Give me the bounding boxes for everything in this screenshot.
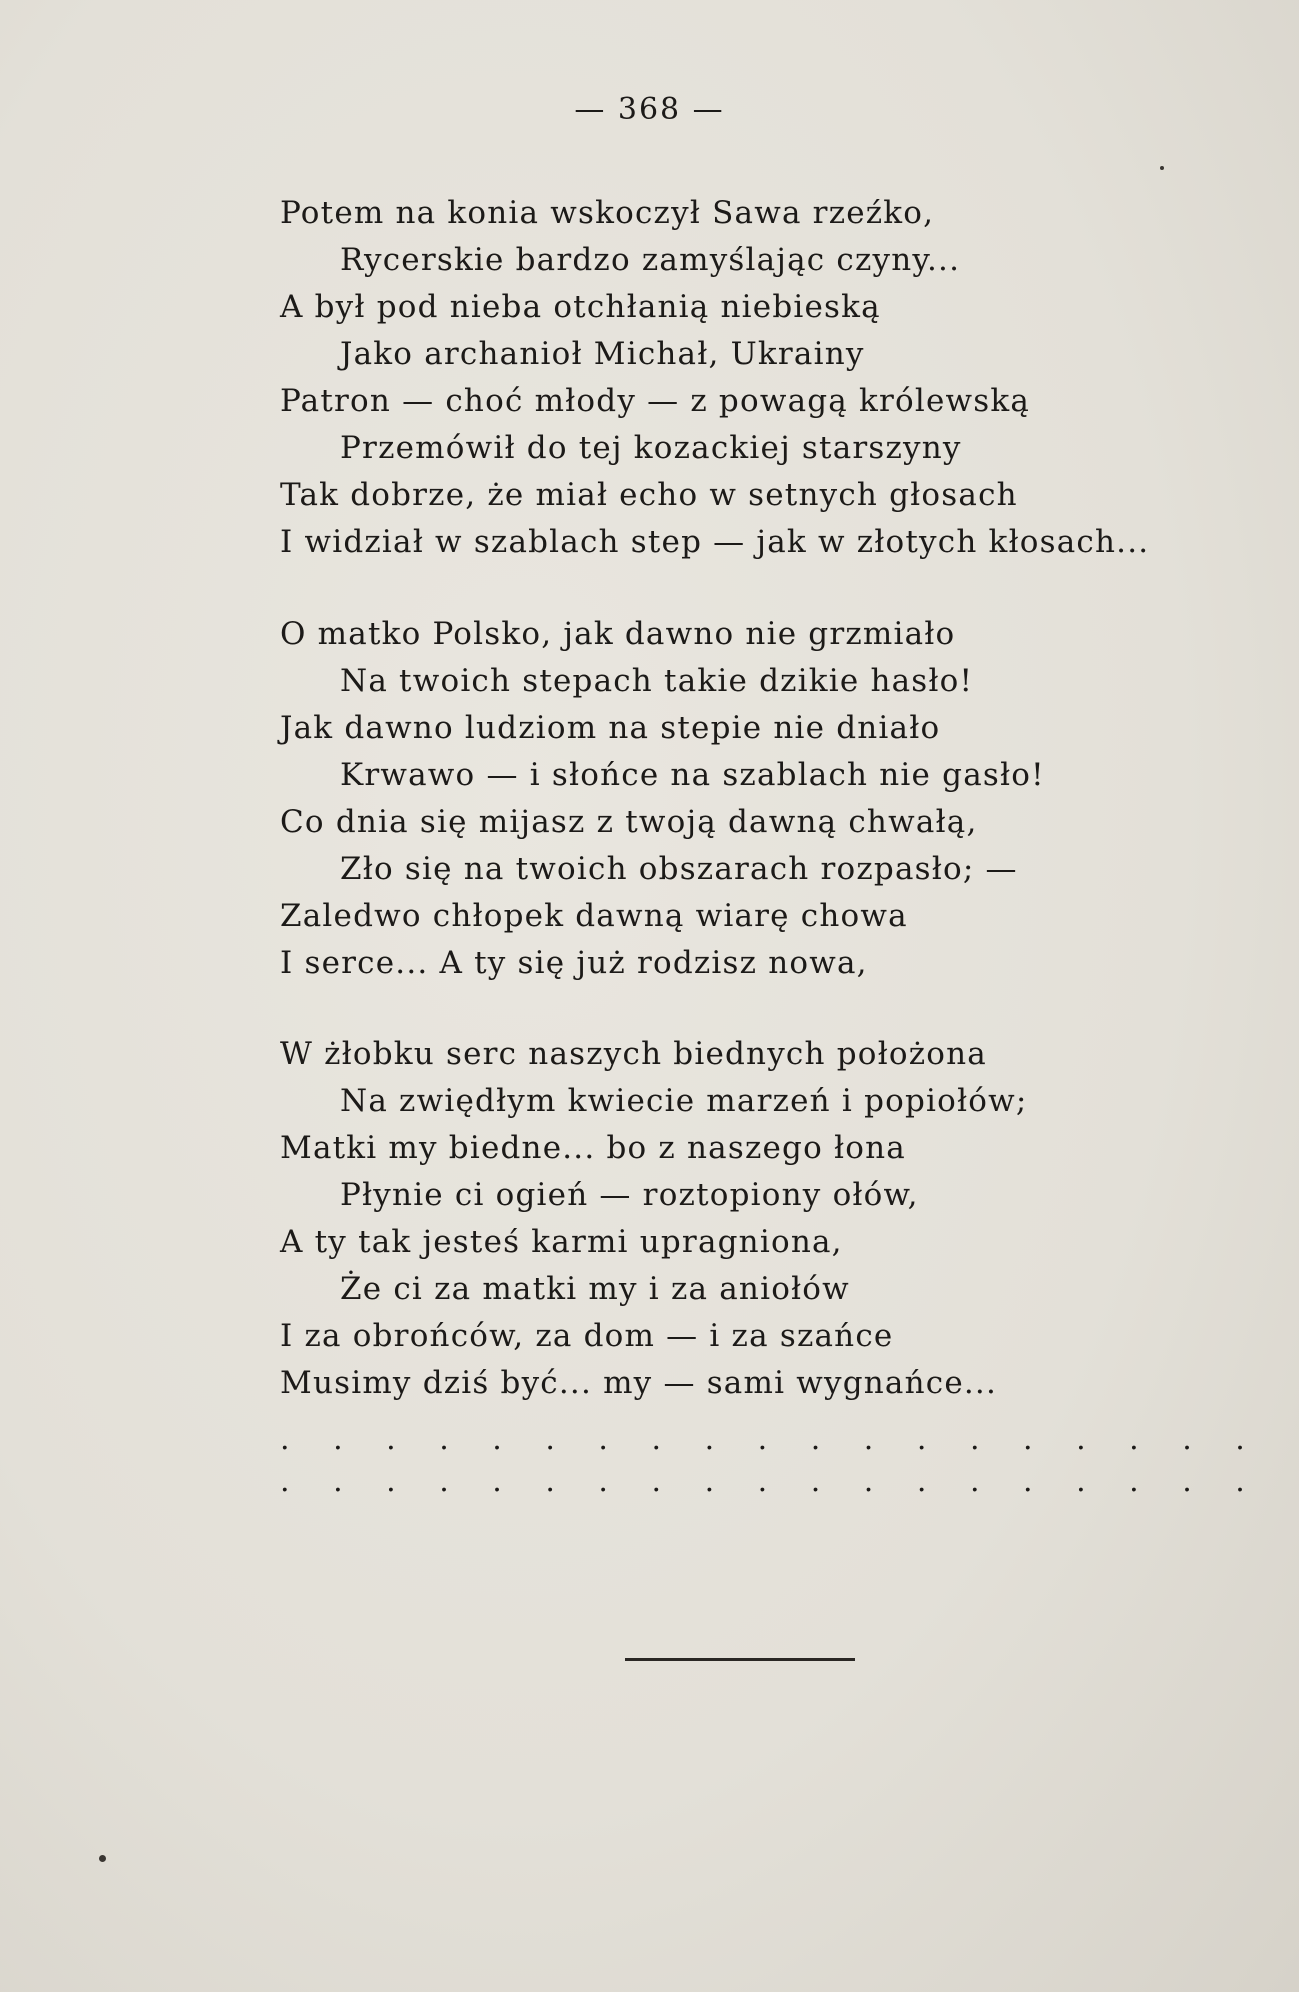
verse-line: Zaledwo chłopek dawną wiarę chowa (280, 898, 908, 934)
verse-line: O matko Polsko, jak dawno nie grzmiało (280, 616, 956, 652)
verse-line: I za obrońców, za dom — i za szańce (280, 1318, 894, 1354)
stanza-3 (280, 1031, 1280, 1407)
stanza-1 (280, 190, 1280, 566)
verse-line: Zło się na twoich obszarach rozpasło; — (340, 851, 1018, 887)
verse-line: Płynie ci ogień — roztopiony ołów, (340, 1177, 919, 1213)
verse-line: Jak dawno ludziom na stepie nie dniało (280, 710, 941, 746)
ink-speck (99, 1855, 106, 1862)
verse-line: I widział w szablach step — jak w złotych kłosach... (280, 524, 1150, 560)
verse-line: Jako archanioł Michał, Ukrainy (340, 336, 865, 372)
verse-line: Na zwiędłym kwiecie marzeń i popiołów; (340, 1083, 1028, 1119)
ink-speck (1160, 166, 1164, 170)
verse-line: Musimy dziś być... my — sami wygnańce... (280, 1365, 998, 1401)
stanza-2 (280, 611, 1280, 987)
verse-line: Patron — choć młody — z powagą królewską (280, 383, 1031, 419)
verse-line: W żłobku serc naszych biednych położona (280, 1036, 987, 1072)
ellipsis-row: . . . . . . . . . . . . . . . . . . . (280, 1422, 1262, 1457)
verse-line: A ty tak jesteś karmi upragniona, (280, 1224, 843, 1260)
verse-line: Na twoich stepach takie dzikie hasło! (340, 663, 974, 699)
verse-line: A był pod nieba otchłanią niebieską (280, 289, 881, 325)
verse-line: Rycerskie bardzo zamyślając czyny... (340, 242, 961, 278)
verse-line: Matki my biedne... bo z naszego łona (280, 1130, 906, 1166)
verse-line: I serce... A ty się już rodzisz nowa, (280, 945, 868, 981)
verse-line: Potem na konia wskoczył Sawa rzeźko, (280, 195, 935, 231)
verse-line: Tak dobrze, że miał echo w setnych głosach (280, 477, 1018, 513)
verse-line: Że ci za matki my i za aniołów (340, 1271, 850, 1307)
page-number: — 368 — (574, 92, 725, 127)
end-rule (625, 1658, 855, 1661)
ellipsis-row: . . . . . . . . . . . . . . . . . . . (280, 1464, 1262, 1499)
verse-line: Krwawo — i słońce na szablach nie gasło! (340, 757, 1045, 793)
verse-line: Co dnia się mijasz z twoją dawną chwałą, (280, 804, 978, 840)
verse-line: Przemówił do tej kozackiej starszyny (340, 430, 962, 466)
